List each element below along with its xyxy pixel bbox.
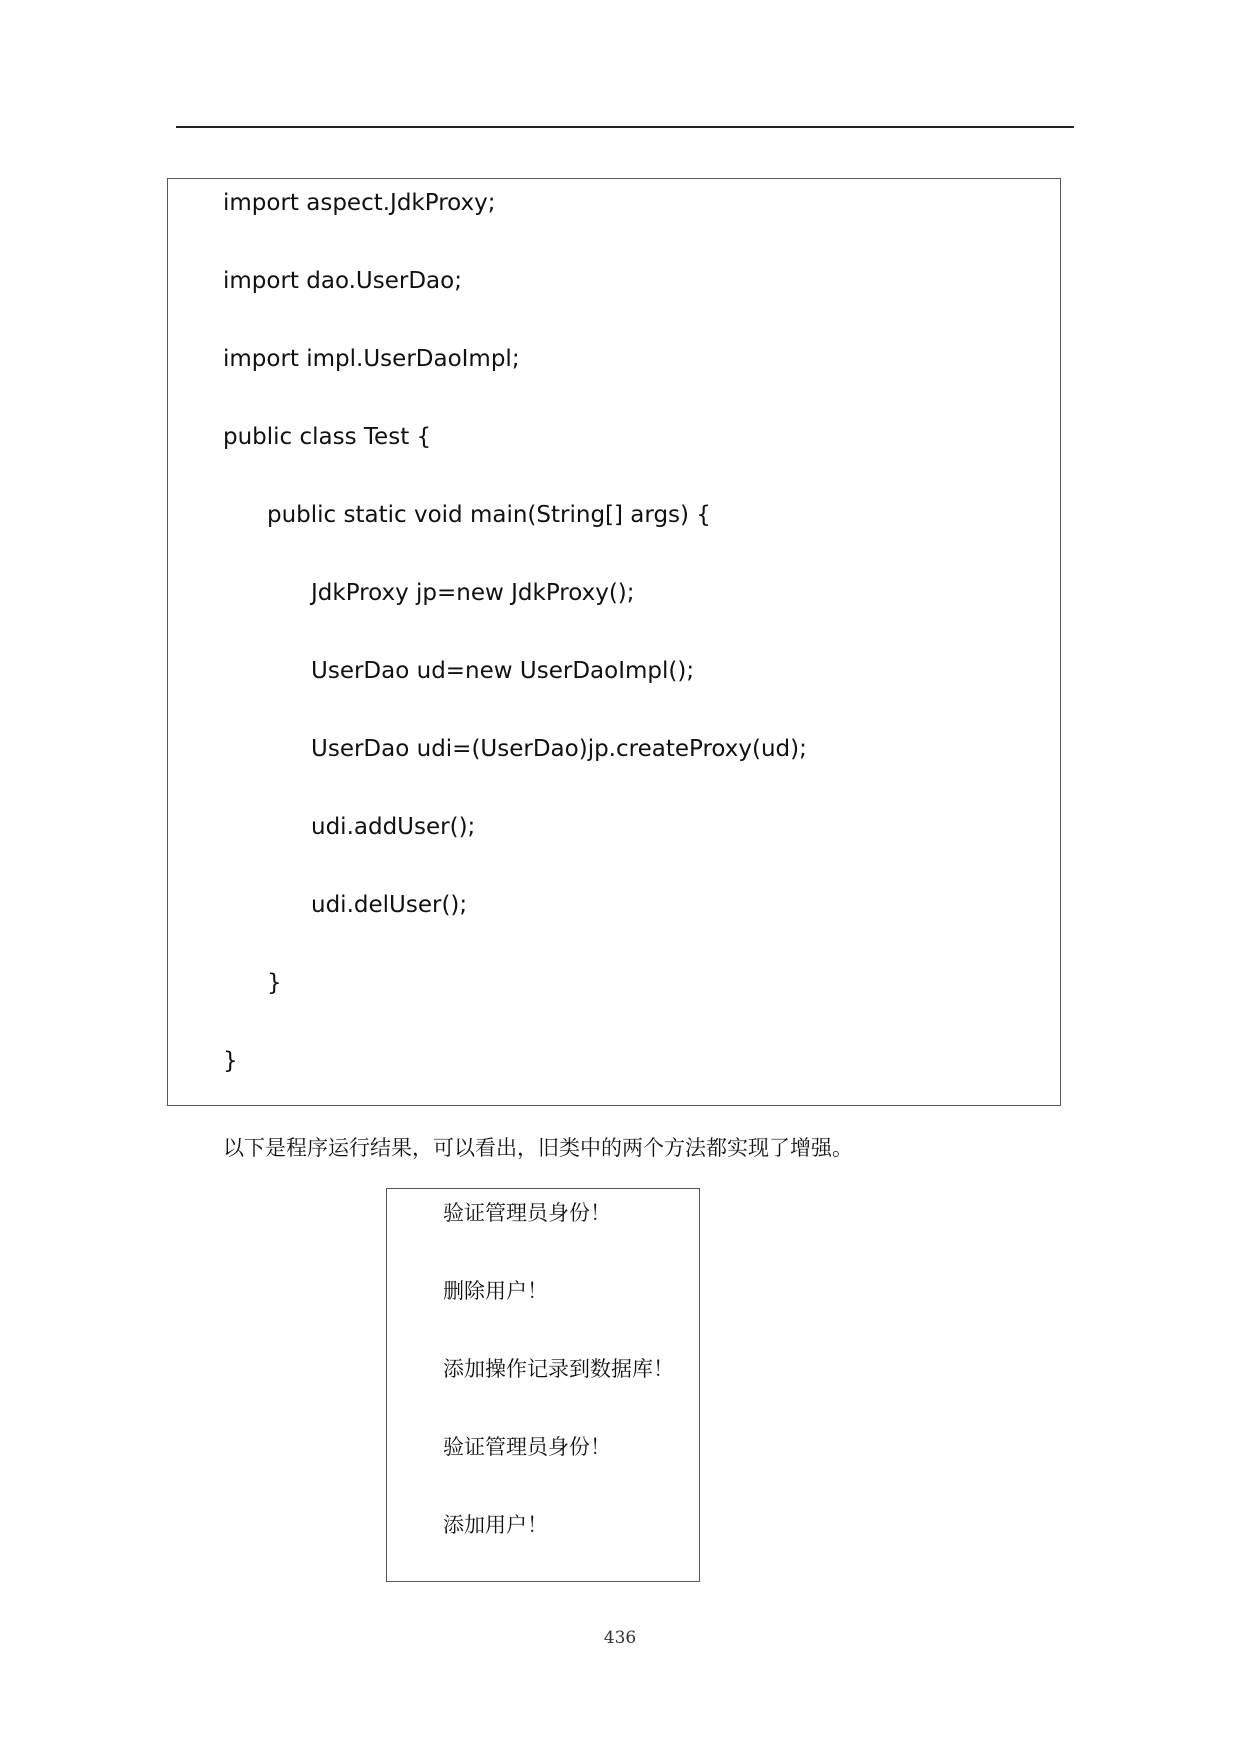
code-line: public class Test { [223, 424, 432, 450]
output-line: 删除用户！ [443, 1279, 548, 1303]
code-line: import dao.UserDao; [223, 268, 462, 294]
header-rule [176, 126, 1074, 128]
output-line: 验证管理员身份！ [443, 1435, 611, 1459]
description-paragraph: 以下是程序运行结果，可以看出，旧类中的两个方法都实现了增强。 [223, 1136, 853, 1160]
code-line: JdkProxy jp=new JdkProxy(); [311, 580, 635, 606]
output-line: 验证管理员身份！ [443, 1201, 611, 1225]
program-output-box [386, 1188, 700, 1582]
page-number: 436 [603, 1628, 637, 1648]
code-line: public static void main(String[] args) { [267, 502, 711, 528]
code-line: import impl.UserDaoImpl; [223, 346, 520, 372]
code-line: udi.delUser(); [311, 892, 468, 918]
code-line: UserDao ud=new UserDaoImpl(); [311, 658, 695, 684]
code-line: UserDao udi=(UserDao)jp.createProxy(ud); [311, 736, 807, 762]
code-listing-box [167, 178, 1061, 1106]
code-line: } [223, 1048, 238, 1074]
output-line: 添加用户！ [443, 1513, 548, 1537]
code-line: udi.addUser(); [311, 814, 476, 840]
code-line: } [267, 970, 282, 996]
code-line: import aspect.JdkProxy; [223, 190, 496, 216]
output-line: 添加操作记录到数据库！ [443, 1357, 674, 1381]
